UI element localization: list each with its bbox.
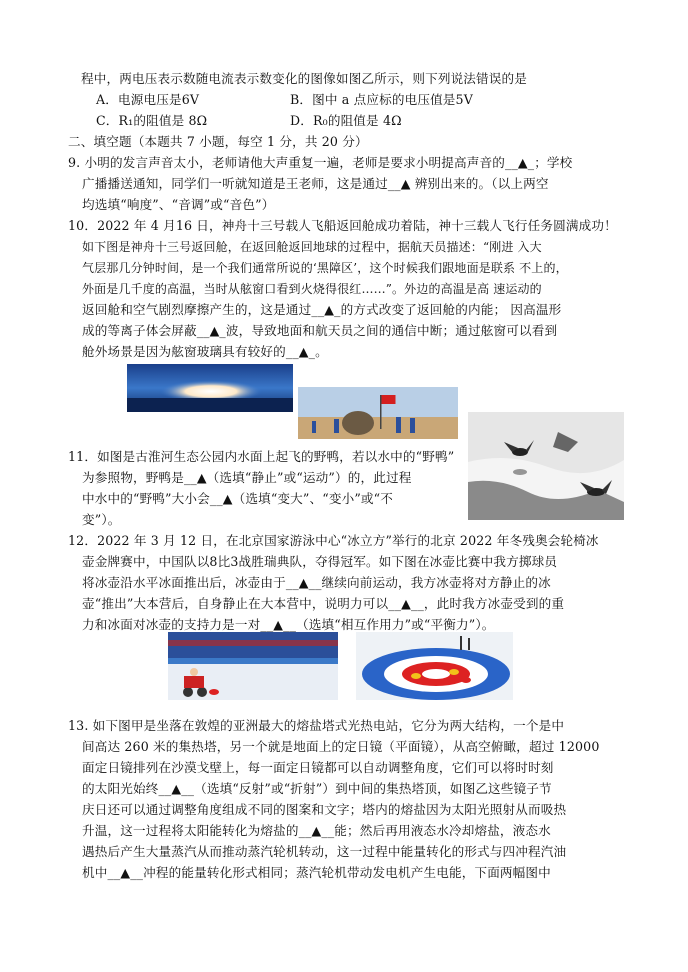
q9-line-2: 广播播送通知，同学们一听就知道是王老师，这是通过__▲ 辨别出来的。（以上两空 [82, 176, 549, 191]
q11-line-4: 变”）。 [82, 512, 121, 527]
curling-arena-photo [168, 632, 338, 700]
reentry-window-photo [127, 364, 293, 412]
choice-d: D．R₀的阻值是 4Ω [290, 113, 402, 128]
wild-ducks-photo [468, 412, 624, 520]
choice-b: B．图中 a 点应标的电压值是5V [290, 92, 473, 107]
q12-line-2: 壶金牌赛中，中国队以8比3战胜瑞典队，夺得冠军。如下图在冰壶比赛中我方掷球员 [82, 554, 558, 569]
q13-line-1: 13. 如下图甲是坐落在敦煌的亚洲最大的熔盐塔式光热电站，它分为两大结构，一个是中 [68, 718, 565, 733]
capsule-landing-photo [298, 387, 458, 439]
q11-line-2: 为参照物，野鸭是__▲（选填“静止”或“运动”）的，此过程 [82, 470, 412, 485]
q9-line-3: 均选填“响度”、“音调”或“音色”） [82, 197, 275, 212]
q12-line-5: 力和冰面对冰壶的支持力是一对__▲__（选填“相互作用力”或“平衡力”）。 [82, 617, 495, 632]
q10-line-4: 外面是几千度的高温，当时从舷窗口看到火烧得很红……”。外边的高温是高 速运动的 [82, 282, 542, 296]
q9-line-1: 9. 小明的发言声音太小，老师请他大声重复一遍，老师是要求小明提高声音的__▲_；学校 [68, 155, 573, 170]
q13-line-2: 间高达 260 米的集热塔，另一个就是地面上的定日镜（平面镜），从高空俯瞰，超过 12000 [82, 739, 600, 754]
q12-line-3: 将冰壶沿水平冰面推出后，冰壶由于__▲__继续向前运动，我方冰壶将对方静止的冰 [82, 575, 551, 590]
q11-line-1: 11．如图是古淮河生态公园内水面上起飞的野鸭，若以水中的“野鸭” [68, 449, 455, 464]
q13-line-6: 升温，这一过程将太阳能转化为熔盐的__▲__能；然后再用液态水冷却熔盐，液态水 [82, 823, 551, 838]
choice-c: C．R₁的阻值是 8Ω [96, 113, 208, 128]
q11-line-3: 中水中的“野鸭”大小会__▲（选填“变大”、“变小”或“不 [82, 491, 393, 506]
q13-line-5: 庆日还可以通过调整角度组成不同的图案和文字；塔内的熔盐因为太阳光照射从而吸热 [82, 802, 567, 817]
q10-line-5: 返回舱和空气剧烈摩擦产生的，这是通过__▲_的方式改变了返回舱的内能； 因高温形 [82, 302, 562, 317]
choice-a: A．电源电压是6V [96, 92, 200, 107]
q10-line-2: 如下图是神舟十三号返回舱，在返回舱返回地球的过程中，据航天员描述：“刚进 入大 [82, 240, 542, 254]
q12-line-4: 壶“推出”大本营后，自身静止在大本营中，说明力可以__▲__，此时我方冰壶受到的重 [82, 596, 565, 611]
question-8-stem: 程中，两电压表示数随电流表示数变化的图像如图乙所示，则下列说法错误的是 [81, 71, 528, 86]
q10-line-7: 舱外场景是因为舷窗玻璃具有较好的__▲_。 [82, 344, 328, 359]
q10-line-1: 10．2022 年 4 月16 日，神舟十三号载人飞船返回舱成功着陆，神十三载人飞行任务圆满成功！ [68, 218, 617, 233]
q13-line-4: 的太阳光始终__▲__（选填“反射”或“折射”）到中间的集热塔顶，如图乙这些镜子节 [82, 781, 552, 796]
q12-line-1: 12．2022 年 3 月 12 日，在北京国家游泳中心“冰立方”举行的北京 2022 年冬残奥会轮椅冰 [68, 533, 599, 548]
section-title: 二、填空题（本题共 7 小题，每空 1 分，共 20 分） [68, 134, 368, 149]
q13-line-3: 面定日镜排列在沙漠戈壁上，每一面定日镜都可以自动调整角度，它们可以将时时刻 [82, 760, 554, 775]
curling-house-photo [356, 632, 513, 700]
q10-line-3: 气层那几分钟时间，是一个我们通常所说的‘黑障区’，这个时候我们跟地面是联系 不上的， [82, 261, 568, 275]
q10-line-6: 成的等离子体会屏蔽__▲_波，导致地面和航天员之间的通信中断；通过舷窗可以看到 [82, 323, 558, 338]
q13-line-8: 机中__▲__冲程的能量转化形式相同；蒸汽轮机带动发电机产生电能，下面两幅图中 [82, 865, 551, 880]
q13-line-7: 遇热后产生大量蒸汽从而推动蒸汽轮机转动，这一过程中能量转化的形式与四冲程汽油 [82, 844, 567, 859]
